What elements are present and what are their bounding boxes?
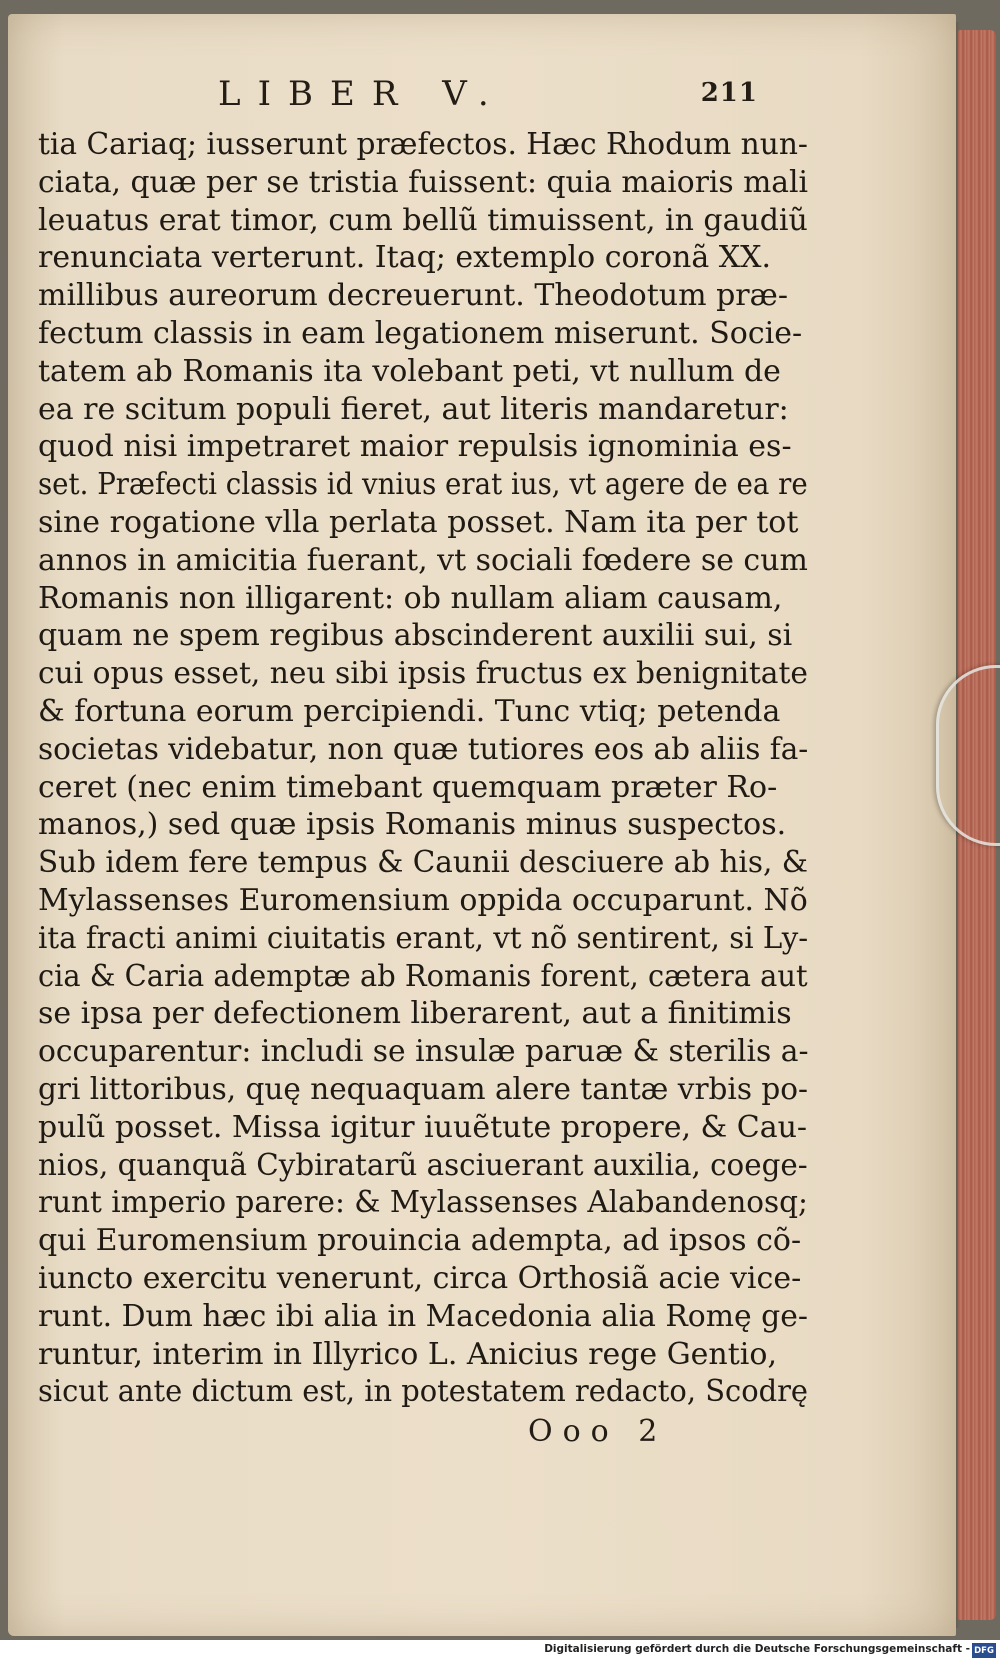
clip-ring bbox=[936, 665, 1000, 846]
text-line: ceret (nec enim timebant quemquam præter Ro- bbox=[38, 769, 778, 805]
text-line: qui Euromensium prouincia adempta, ad ipsos cõ- bbox=[38, 1223, 802, 1259]
text-line: manos,) sed quæ ipsis Romanis minus suspectos. bbox=[38, 807, 787, 843]
text-line: se ipsa per defectionem liberarent, aut a finitimis bbox=[38, 996, 792, 1032]
text-line: Mylassenses Euromensium oppida occuparunt. Nõ bbox=[38, 882, 808, 918]
text-line: leuatus erat timor, cum bellũ timuissent, in gaudiũ bbox=[38, 202, 808, 238]
text-line: occuparentur: includi se insulæ paruæ & sterilis a- bbox=[38, 1034, 809, 1070]
footer-strip bbox=[0, 1640, 1000, 1663]
text-line: fectum classis in eam legationem miserunt. Socie- bbox=[38, 315, 803, 351]
text-line: ita fracti animi ciuitatis erant, vt nõ sentirent, si Ly- bbox=[38, 920, 809, 956]
text-line: renunciata verterunt. Itaq; extemplo coronã XX. bbox=[38, 240, 772, 276]
text-line: tia Cariaq; iusserunt præfectos. Hæc Rhodum nun- bbox=[38, 127, 808, 162]
text-line: societas videbatur, non quæ tutiores eos ab aliis fa- bbox=[38, 731, 809, 767]
text-line: pulũ posset. Missa igitur iuuẽtute propere, & Cau- bbox=[38, 1109, 808, 1145]
text-line: set. Præfecti classis id vnius erat ius, vt agere de ea re bbox=[38, 467, 808, 503]
text-line: gri littoribus, quę nequaquam alere tantæ vrbis po- bbox=[38, 1071, 809, 1107]
text-line: millibus aureorum decreuerunt. Theodotum præ- bbox=[38, 278, 788, 314]
digitization-credit: Digitalisierung gefördert durch die Deutsche Forschungsgemeinschaft - bbox=[544, 1643, 970, 1655]
text-line: cui opus esset, neu sibi ipsis fructus ex benignitate bbox=[38, 656, 809, 692]
text-line: & fortuna eorum percipiendi. Tunc vtiq; petenda bbox=[38, 693, 781, 729]
body-text bbox=[38, 126, 808, 1411]
text-line: runt imperio parere: & Mylassenses Alabandenosq; bbox=[38, 1185, 808, 1221]
page-number: 211 bbox=[700, 78, 758, 108]
text-line: runtur, interim in Illyrico L. Anicius rege Gentio, bbox=[38, 1336, 777, 1372]
text-line: annos in amicitia fuerant, vt sociali fœdere se cum bbox=[38, 542, 808, 578]
text-line: quod nisi impetraret maior repulsis ignominia es- bbox=[38, 429, 792, 465]
dfg-logo: DFG bbox=[972, 1643, 996, 1658]
text-line: sicut ante dictum est, in potestatem redacto, Scodrę bbox=[38, 1374, 809, 1410]
text-line: Sub idem fere tempus & Caunii desciuere ab his, & bbox=[38, 845, 808, 881]
text-line: nios, quanquã Cybiratarũ asciuerant auxilia, coege- bbox=[38, 1147, 808, 1183]
running-head bbox=[218, 74, 758, 122]
text-line: runt. Dum hæc ibi alia in Macedonia alia Romę ge- bbox=[38, 1298, 808, 1334]
book-page bbox=[8, 14, 956, 1636]
text-line: ciata, quæ per se tristia fuissent: quia maioris mali bbox=[38, 164, 809, 200]
text-line: tatem ab Romanis ita volebant peti, vt nullum de bbox=[38, 353, 781, 389]
text-line: sine rogatione vlla perlata posset. Nam ita per tot bbox=[38, 504, 799, 540]
signature-mark: Ooo 2 bbox=[528, 1414, 668, 1449]
running-head-title: LIBER V. bbox=[218, 74, 506, 114]
text-line: cia & Caria ademptæ ab Romanis forent, cætera aut bbox=[38, 958, 808, 994]
text-line: ea re scitum populi fieret, aut literis mandaretur: bbox=[38, 391, 789, 427]
text-line: iuncto exercitu venerunt, circa Orthosiã acie vice- bbox=[38, 1260, 802, 1296]
text-line: Romanis non illigarent: ob nullam aliam causam, bbox=[38, 580, 783, 616]
text-line: quam ne spem regibus abscinderent auxilii sui, si bbox=[38, 618, 793, 654]
